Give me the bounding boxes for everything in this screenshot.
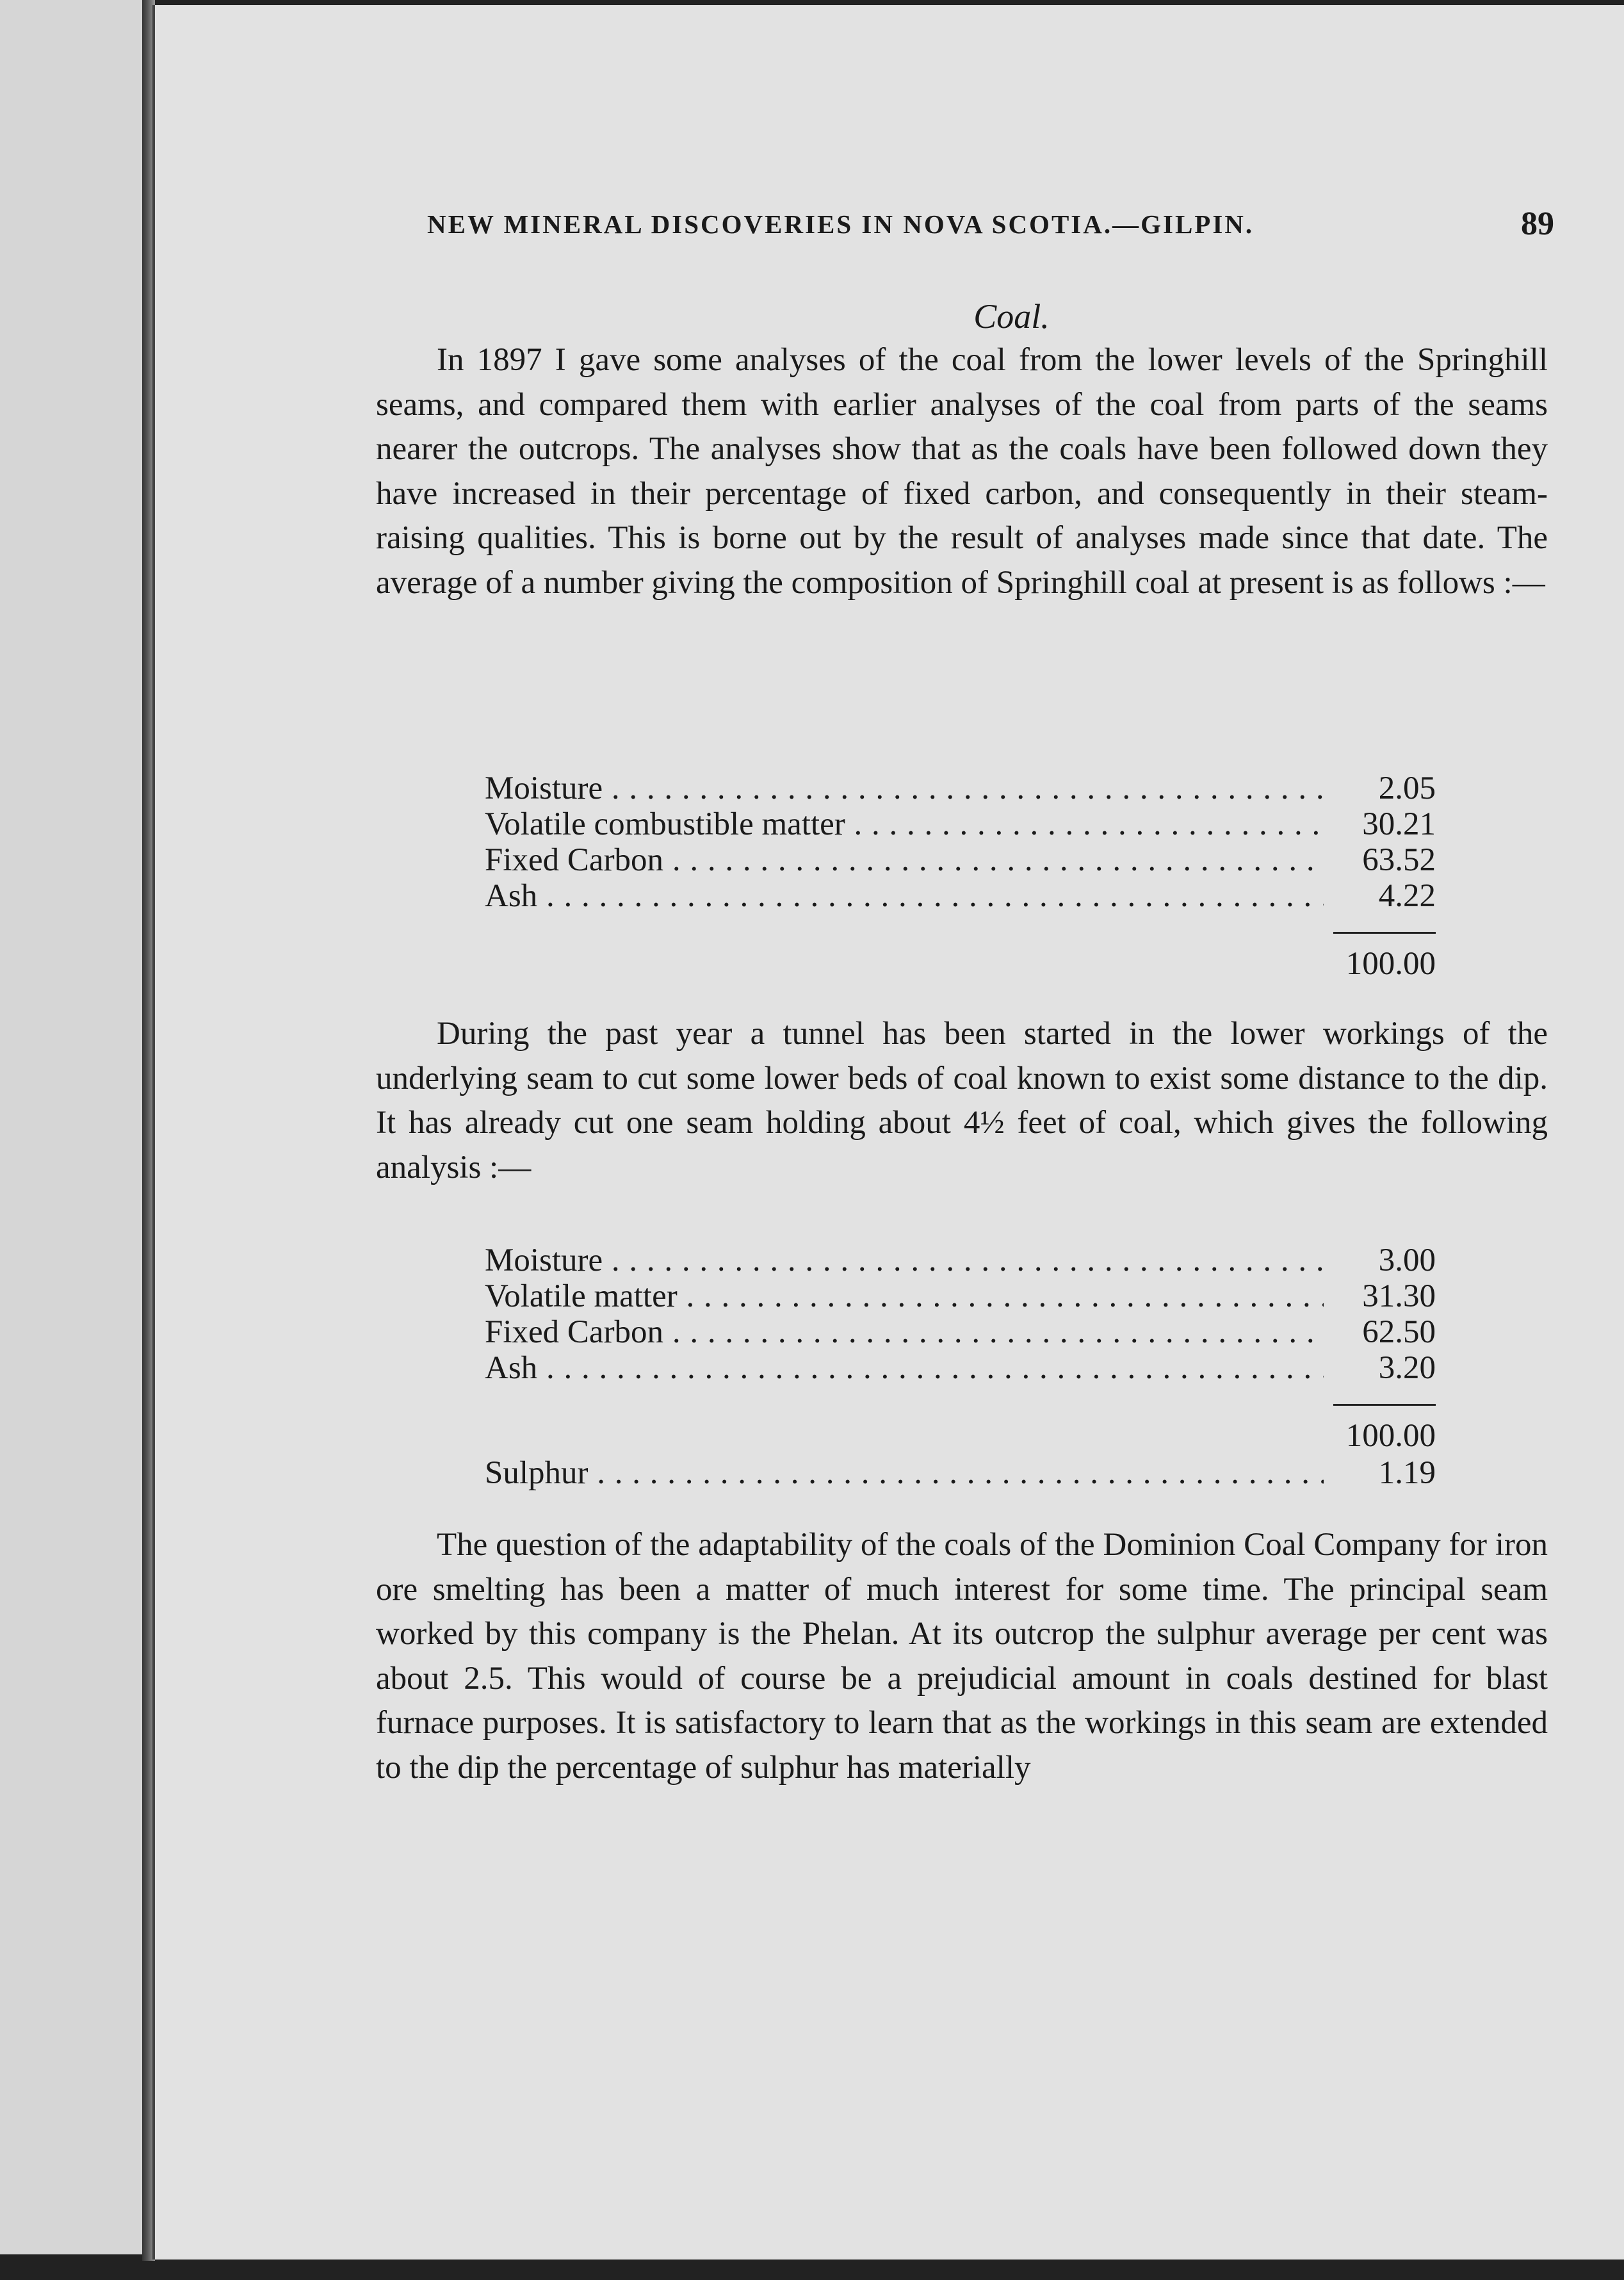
page-number: 89 [1521,206,1554,242]
row-value: 63.52 [1362,842,1436,878]
table-row [485,878,1436,914]
row-label: Volatile matter . . . [485,1278,1324,1314]
row-value: 62.50 [1362,1314,1436,1350]
row-value: 1.19 [1378,1455,1436,1491]
facing-page-edge [0,0,144,2254]
row-label: Fixed Carbon . . . [485,1314,1324,1350]
row-value: 31.30 [1362,1278,1436,1314]
running-title: NEW MINERAL DISCOVERIES IN NOVA SCOTIA.—GILPIN. [427,209,1255,239]
table-row [485,806,1436,842]
sum-rule [1333,932,1436,934]
table-row [485,842,1436,878]
row-value: 3.20 [1378,1350,1436,1386]
analysis-table-2 [485,1242,1436,1491]
row-value: 2.05 [1378,770,1436,806]
section-title: Coal. [973,297,1050,336]
table-row-sulphur [485,1455,1436,1491]
row-value: 30.21 [1362,806,1436,842]
total-value: 100.00 [1345,1418,1436,1454]
row-label: Moisture . . . [485,770,1324,806]
row-label: Moisture . . . [485,1242,1324,1278]
table-row [485,1314,1436,1350]
book-page [152,5,1624,2260]
table-row [485,1278,1436,1314]
analysis-table-1 [485,770,1436,982]
paragraph-2: During the past year a tunnel has been started in the lower workings of the underlying seam to cut some lower beds of coal known to exist some distance to the dip. It has already cut one seam holding about 4½ feet of coal, which gives the following analysis :— [376,1016,1548,1185]
table-row [485,770,1436,806]
row-value: 3.00 [1378,1242,1436,1278]
total-value: 100.00 [1345,946,1436,982]
row-label: Sulphur . . . [485,1455,1324,1491]
row-value: 4.22 [1378,878,1436,914]
table-total [485,1418,1436,1454]
paragraph-3: The question of the adaptability of the coals of the Dominion Coal Company for iron ore smelting has been a matter of much interest for some time. The principal seam worked by this company is the Phelan. At its outcrop the sulphur average per cent was about 2.5. This would of course be a prejudicial amount in coals destined for blast furnace purposes. It is satisfactory to learn that as the workings in this seam are extended to the dip the percentage of sulphur has materially [376,1527,1548,1786]
paragraph-1: In 1897 I gave some analyses of the coal from the lower levels of the Springhill seams, and compared them with earlier analyses of the coal from parts of the seams nearer the outcrops. The analyses show that as the coals have been followed down they have increased in their percentage of fixed carbon, and consequently in their steam-raising qualities. This is borne out by the result of analyses made since that date. The average of a number giving the composition of Springhill coal at present is as follows :— [376,342,1548,601]
table-row [485,1350,1436,1386]
sum-rule [1333,1404,1436,1406]
table-row [485,1242,1436,1278]
table-total [485,946,1436,982]
row-label: Volatile combustible matter . . . [485,806,1324,842]
row-label: Ash . . . [485,878,1324,914]
row-label: Fixed Carbon . . . [485,842,1324,878]
row-label: Ash . . . [485,1350,1324,1386]
